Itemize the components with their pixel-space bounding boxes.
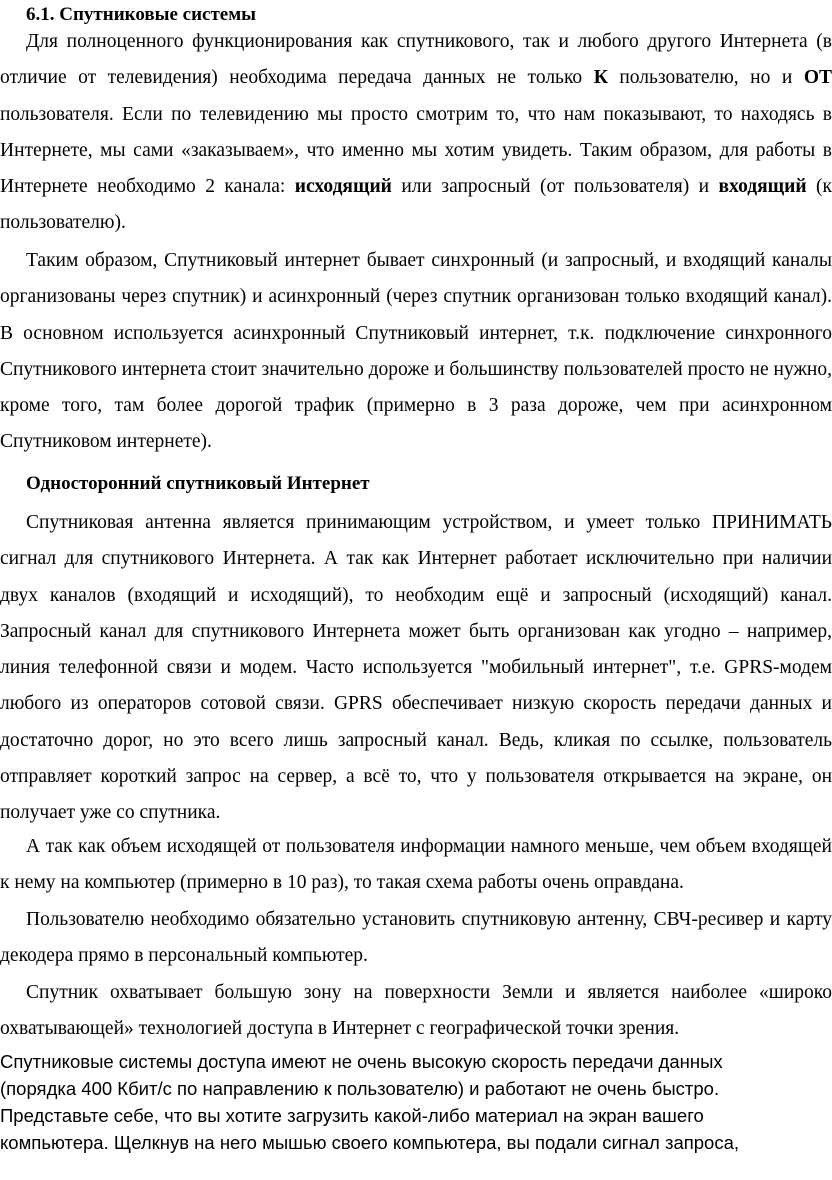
paragraph-one-way: Спутниковая антенна является принимающим устройством, и умеет только ПРИНИМАТЬ сигнал для спутникового Интернета. А так как Интернет работает исключительно при наличии двух каналов (входящий и исходящий), то необходим ещё и запросный (исходящий) канал. Запросный канал для спутникового Интернета может быть организован как угодно – например, линия телефонной связи и модем. Часто используется "мобильный интернет", т.е. GPRS-модем любого из операторов сотовой связи. GPRS обеспечивает низкую скорость передачи данных и достаточно дорог, но это всего лишь запросный канал. Ведь, кликая по ссылке, пользователь отправляет короткий запрос на сервер, а всё то, что у пользователя открывается на экране, он получает уже со спутника.	[0, 512, 832, 824]
speed-line: Представьте себе, что вы хотите загрузить какой-либо материал на экран вашего	[0, 1105, 704, 1126]
section-title: 6.1. Спутниковые системы	[26, 4, 257, 25]
p1-text-c: пользователю, но и	[607, 67, 804, 89]
p1-text-e: или запросный (от пользователя) и	[391, 176, 719, 198]
paragraph-sync-async: Таким образом, Спутниковый интернет бывает синхронный (и запросный, и входящий каналы организованы через спутник) и асинхронный (через спутник организован только входящий канал). В основном используется асинхронный Спутниковый интернет, т.к. подключение синхронного Спутникового интернета стоит значительно дороже и большинству пользователей просто не нужно, кроме того, там более дорогой трафик (примерно в 3 раза дороже, чем при асинхронном Спутниковом интернете).	[0, 250, 832, 453]
paragraph-volume: А так как объем исходящей от пользователя информации намного меньше, чем объем входящей к нему на компьютер (примерно в 10 раз), то такая схема работы очень оправдана.	[0, 836, 832, 894]
p1-bold-from: ОТ	[803, 67, 832, 89]
p1-text-f: (к пользователю).	[0, 176, 832, 234]
p1-text-a: Для полноценного функционирования как спутникового, так и любого другого Интернета (в отличие от телевидения) необходима передача данных не только	[0, 31, 832, 89]
subsection-title: Односторонний спутниковый Интернет	[26, 473, 370, 494]
paragraph-channels	[0, 24, 832, 242]
p1-bold-incoming: входящий	[718, 176, 807, 198]
p1-text-d: пользователя. Если по телевидению мы просто смотрим то, что нам показывают, то находясь в Интернете, мы сами «заказываем», что именно мы хотим увидеть. Таким образом, для работы в Интернете необходимо 2 канала:	[0, 103, 832, 198]
paragraph-coverage: Спутник охватывает большую зону на поверхности Земли и является наиболее «широко охватывающей» технологией доступа в Интернет с географической точки зрения.	[0, 982, 832, 1040]
paragraph-equipment: Пользователю необходимо обязательно установить спутниковую антенну, СВЧ-ресивер и карту декодера прямо в персональный компьютер.	[0, 909, 832, 967]
p1-bold-to: К	[593, 67, 608, 89]
p1-bold-outgoing: исходящий	[294, 176, 392, 198]
speed-line: компьютера. Щелкнув на него мышью своего компьютера, вы подали сигнал запроса,	[0, 1132, 740, 1153]
speed-line: Спутниковые системы доступа имеют не очень высокую скорость передачи данных	[0, 1051, 723, 1072]
speed-line: (порядка 400 Кбит/с по направлению к пользователю) и работают не очень быстро.	[0, 1078, 720, 1099]
paragraph-speed	[0, 1048, 780, 1156]
